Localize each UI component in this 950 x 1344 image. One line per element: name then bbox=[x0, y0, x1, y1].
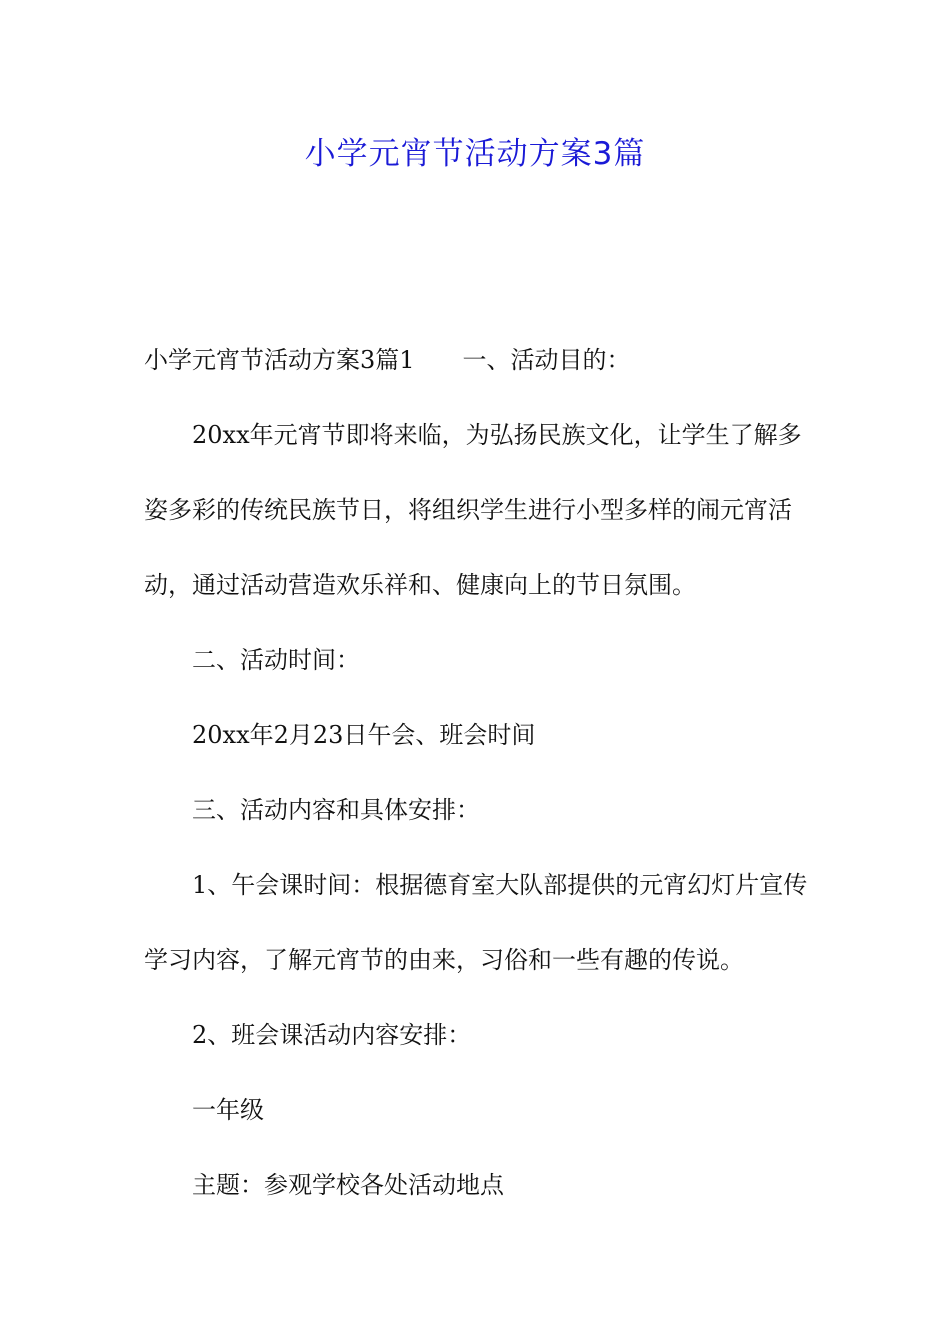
plan-heading: 小学元宵节活动方案3篇1 bbox=[144, 346, 415, 374]
paragraph-line: 学习内容，了解元宵节的由来，习俗和一些有趣的传说。 bbox=[144, 946, 744, 974]
document-title: 小学元宵节活动方案3篇 bbox=[304, 136, 646, 172]
time-text: 20xx年2月23日午会、班会时间 bbox=[192, 721, 536, 749]
class-activity-heading: 2、班会课活动内容安排： bbox=[192, 1021, 472, 1049]
paragraph-line: 姿多彩的传统民族节日，将组织学生进行小型多样的闹元宵活 bbox=[144, 496, 792, 524]
objective-heading: 一、活动目的： bbox=[462, 346, 631, 374]
section-heading-line bbox=[144, 345, 814, 375]
theme-text: 主题：参观学校各处活动地点 bbox=[192, 1171, 504, 1199]
grade-label: 一年级 bbox=[192, 1096, 264, 1124]
time-heading: 二、活动时间： bbox=[192, 646, 360, 674]
paragraph-line: 动，通过活动营造欢乐祥和、健康向上的节日氛围。 bbox=[144, 571, 696, 599]
paragraph-line: 1、午会课时间：根据德育室大队部提供的元宵幻灯片宣传 bbox=[192, 871, 808, 899]
paragraph-line: 20xx年元宵节即将来临，为弘扬民族文化，让学生了解多 bbox=[192, 421, 802, 449]
content-heading: 三、活动内容和具体安排： bbox=[192, 796, 480, 824]
